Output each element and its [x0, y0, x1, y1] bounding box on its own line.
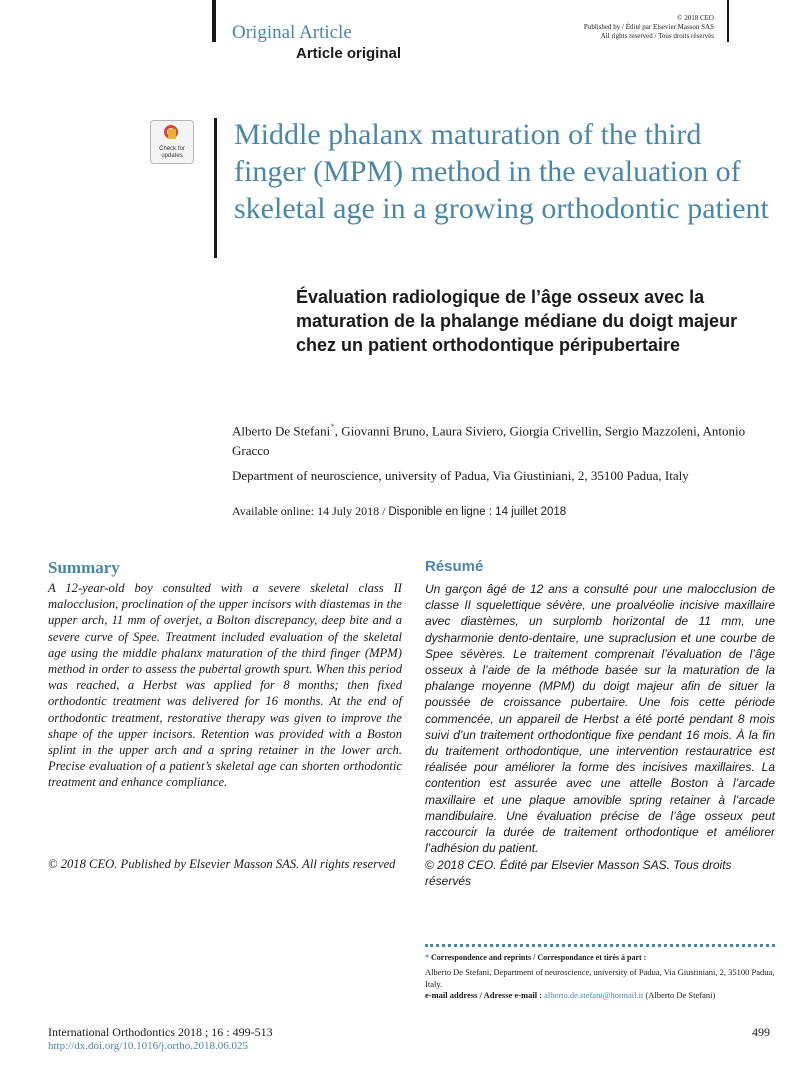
article-title-fr: Évaluation radiologique de l’âge osseux avec la maturation de la phalange médiane du doigt majeur chez un patient orthodontique péripubertaire	[296, 287, 738, 355]
affiliation: Department of neuroscience, university of Padua, Via Giustiniani, 2, 35100 Padua, Italy	[232, 468, 689, 483]
correspondence-label: * Correspondence and reprints / Correspondance et tirés à part :	[425, 953, 647, 962]
email-line	[425, 990, 715, 1000]
summary-text: A 12-year-old boy consulted with a severe skeletal class II malocclusion, proclination of the upper incisors with diastemas in the upper arch, 11 mm of overjet, a Bolton discrepancy, deep bite and a severe curve of Spee. Treatment included evaluation of the skeletal age using the middle phalanx maturation of the third finger (MPM) method in order to assess the pubertal growth spurt. When this period was reached, a Herbst was applied for 8 months; then fixed orthodontic treatment was delivered for 16 months. At the end of orthodontic treatment, restorative therapy was given to improve the shape of the upper incisors. Retention was provided with a Boston splint in the upper arch and a spring retainer in the lower arch. Precise evaluation of a patient’s skeletal age can shorten orthodontic treatment and enhance compliance.	[48, 581, 402, 790]
title-rule	[214, 118, 217, 258]
email-link[interactable]: alberto.de.stefani@hotmail.it	[544, 990, 644, 1000]
resume-heading: Résumé	[425, 558, 484, 575]
bookmark-icon	[168, 129, 176, 139]
doi-link[interactable]: http://dx.doi.org/10.1016/j.ortho.2018.06.025	[48, 1040, 248, 1052]
summary-heading: Summary	[48, 558, 120, 577]
email-owner: (Alberto De Stefani)	[645, 990, 716, 1000]
correspondence-address: Alberto De Stefani, Department of neuroscience, university of Padua, Via Giustiniani, 2, 35100 Padua, Italy.	[425, 967, 775, 989]
resume-text: Un garçon âgé de 12 ans a consulté pour une malocclusion de classe II squelettique sévère, une proalvéolie incisive maxillaire avec diastèmes, un surplomb horizontal de 11 mm, une dysharmonie dento-dentaire, une supraclusion et une courbe de Spee sévères. Le traitement comprenait l’évaluation de l’âge osseux à l’aide de la méthode basée sur la maturation de la phalange moyenne (MPM) du doigt majeur afin de situer la poussée de croissance pubertaire. Une fois cette période commencée, un appareil de Herbst a été porté pendant 8 mois suivi d’un traitement orthodontique fixe pendant 16 mois. À la fin du traitement orthodontique, une intervention restauratrice est réalisée pour améliorer la forme des incisives maxillaires. La contention est assurée avec une attelle Boston à l’arcade maxillaire et une plaque amovible spring retainer à l’arcade mandibulaire. Une évaluation précise de l’âge osseux peut raccourcir la durée de traitement orthodontique et améliorer l’adhésion du patient.	[425, 582, 775, 856]
journal-reference: International Orthodontics 2018 ; 16 : 499-513	[48, 1025, 273, 1039]
article-title: Middle phalanx maturation of the third finger (MPM) method in the evaluation of skeletal age in a growing orthodontic patient	[234, 118, 769, 225]
copyright-box	[560, 14, 714, 41]
footnote-separator	[425, 944, 775, 947]
page-number: 499	[752, 1025, 770, 1039]
copyright-line: Published by / Édité par Elsevier Masson SAS	[583, 23, 714, 31]
check-for-updates-label: Check for updates	[159, 146, 185, 159]
check-for-updates-button[interactable]	[150, 120, 194, 164]
availability-line	[232, 504, 566, 519]
author-name[interactable]: Alberto De Stefani	[232, 423, 331, 439]
summary-copyright: © 2018 CEO. Published by Elsevier Masson SAS. All rights reserved	[48, 857, 396, 871]
copyright-line: All rights reserved / Tous droits réservés	[600, 32, 714, 40]
header-rule	[212, 0, 216, 42]
corresponding-marker: *	[330, 422, 335, 432]
article-type: Original Article	[232, 22, 352, 43]
available-online: Available online: 14 July 2018 /	[232, 504, 389, 518]
coauthors: , Giovanni Bruno, Laura Siviero, Giorgia Crivellin, Sergio Mazzoleni, Antonio Gracco	[232, 423, 746, 459]
disponible-en-ligne: Disponible en ligne : 14 juillet 2018	[388, 506, 567, 518]
header-rule-right	[727, 0, 729, 42]
author-list	[232, 417, 772, 461]
article-type-fr: Article original	[296, 45, 402, 62]
email-label: e-mail address / Adresse e-mail :	[425, 990, 543, 1000]
copyright-line: © 2018 CEO	[677, 14, 714, 22]
resume-copyright: © 2018 CEO. Édité par Elsevier Masson SAS. Tous droits réservés	[425, 858, 732, 889]
correspondence-marker: *	[425, 953, 429, 962]
